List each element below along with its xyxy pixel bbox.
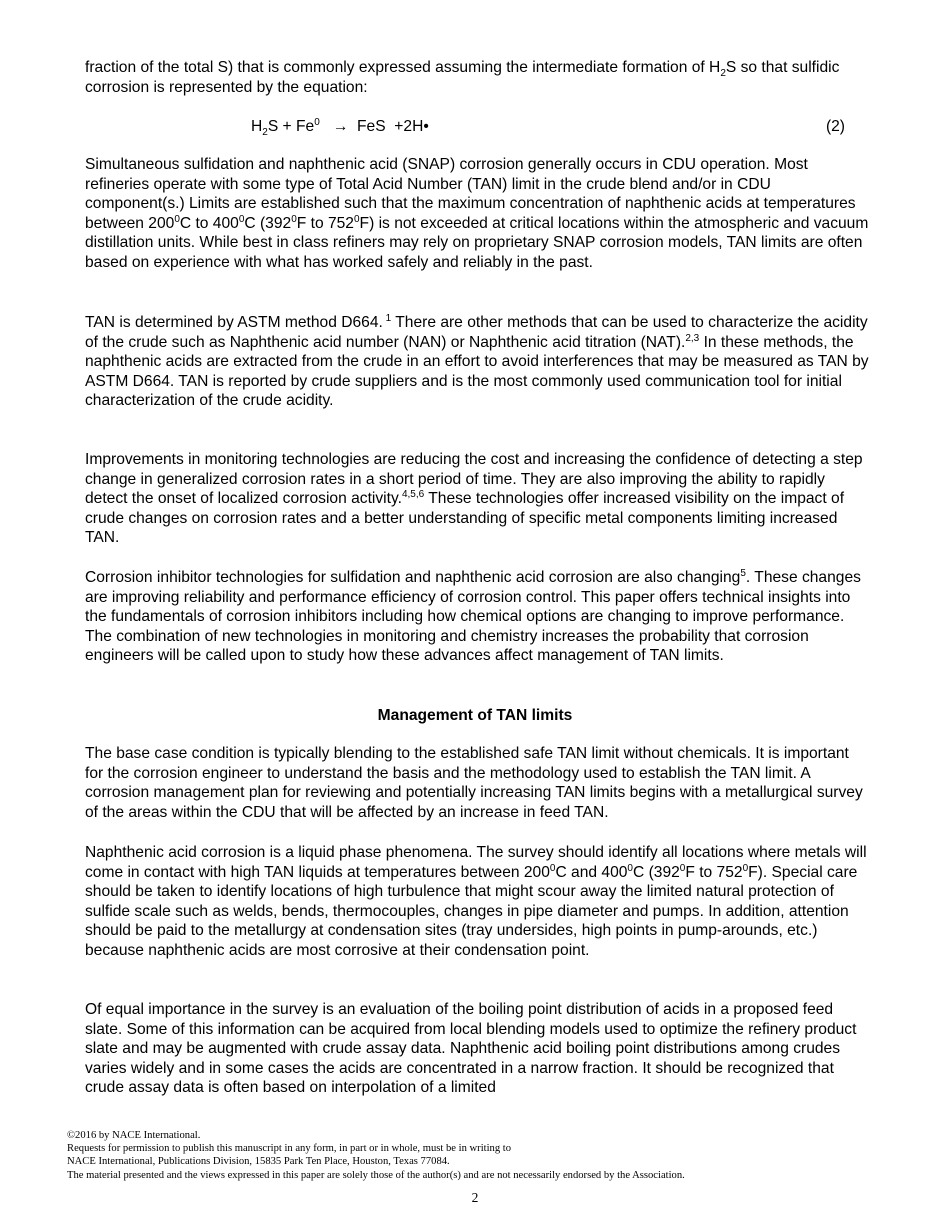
equation-number: (2) xyxy=(825,118,845,135)
citation-ref: 5 xyxy=(740,567,746,579)
section-heading: Management of TAN limits xyxy=(377,707,573,724)
paragraph-inhibitors: Corrosion inhibitor technologies for sulfidation and naphthenic acid corrosion are also changing$^5$. These changes are improving reliability and performance efficiency of corrosion control. This paper offers technical insights into the fundamentals of corrosion inhibitors including how chemical options are changing to improve performance. The combination of new technologies in monitoring and chemistry increases the probability that corrosion engineers will be called upon to study how these advances affect management of TAN limits. xyxy=(85,567,861,665)
paragraph-monitoring: Improvements in monitoring technologies are reducing the cost and increasing the confidence of detecting a step change in generalized corrosion rates in a short period of time. They are also improving the ability to rapidly detect the onset of localized corrosion activity.$^{4,5,6}$ These technologies offer increased visibility on the impact of crude changes on corrosion rates and a better understanding of specific metal components limiting increased TAN. xyxy=(85,451,863,547)
footer-line: The material presented and the views expressed in this paper are solely those of the author(s) and are not necessarily endorsed by the Association. xyxy=(67,1169,685,1181)
page-number: 2 xyxy=(471,1190,479,1205)
paragraph-base-case: The base case condition is typically blending to the established safe TAN limit without chemicals. It is important for the corrosion engineer to understand the basis and the methodology used to establish the TAN limit. A corrosion management plan for reviewing and potentially increasing TAN limits begins with a metallurgical survey of the areas within the CDU that will be affected by an increase in feed TAN. xyxy=(85,745,863,821)
footer-line: ©2016 by NACE International. xyxy=(67,1130,201,1141)
intro-paragraph xyxy=(85,58,870,97)
paragraph-boiling-point: Of equal importance in the survey is an evaluation of the boiling point distribution of acids in a proposed feed slate. Some of this information can be acquired from local blending models used to optimize the refinery product slate and may be augmented with crude assay data. Naphthenic acid boiling point distributions among crudes varies widely and in some cases the acids are concentrated in a narrow fraction. It should be recognized that crude assay data is often based on interpolation of a limited xyxy=(85,1001,857,1097)
subscript: 2 xyxy=(720,68,726,80)
citation-ref: 1 xyxy=(382,312,392,324)
equation-2 xyxy=(85,117,845,137)
footer-line: Requests for permission to publish this manuscript in any form, in part or in whole, must be in writing to xyxy=(67,1143,512,1155)
citation-ref: 2,3 xyxy=(685,332,700,344)
text-run: S so that sulfidic corrosion is represented by the equation: xyxy=(85,59,840,96)
citation-ref: 4,5,6 xyxy=(401,489,425,500)
paragraph-tan-determination: TAN is determined by ASTM method D664. $^1$ There are other methods that can be used to characterize the acidity of the crude such as Naphthenic acid number (NAN) or Naphthenic acid titration (NAT).$^{2,3}$ In these methods, the naphthenic acids are extracted from the crude in an effort to avoid interferences that may be measured as TAN by ASTM D664. TAN is reported by crude suppliers and is the most commonly used communication tool for initial characterization of the crude acidity. xyxy=(85,312,869,410)
copyright-footer xyxy=(67,1129,887,1182)
text-run: fraction of the total S) that is commonly expressed assuming the intermediate formation of H xyxy=(85,59,721,76)
paragraph-snap-corrosion: Simultaneous sulfidation and naphthenic acid (SNAP) corrosion generally occurs in CDU operation. Most refineries operate with some type of Total Acid Number (TAN) limit in the crude blend and/or in CDU component(s.) Limits are established such that the maximum concentration of naphthenic acids at temperatures between $200^0C$ to $400^0C$ ($392^0F$ to $752^0F$) is not exceeded at critical locations within the atmospheric and vacuum distillation units. While best in class refiners may rely on proprietary SNAP corrosion models, TAN limits are often based on experience with what has worked safely and reliably in the past. xyxy=(85,156,869,271)
paragraph-liquid-phase: Naphthenic acid corrosion is a liquid phase phenomena. The survey should identify all locations where metals will come in contact with high TAN liquids at temperatures between $200^0C$ and $400^0C$ ($392^0F$ to $752^0F$). Special care should be taken to identify locations of high turbulence that might scour away the limited natural protection of sulfide scale such as welds, bends, thermocouples, changes in pipe diameter and pumps. In addition, attention should be paid to the metallurgy at condensation sites (tray undersides, high points in pump-arounds, etc.) because naphthenic acids are most corrosive at their condensation point. xyxy=(85,844,867,959)
equation-expression: $H_2S + Fe^0$ → FeS +2H• xyxy=(251,116,429,139)
footer-line: NACE International, Publications Division, 15835 Park Ten Place, Houston, Texas 77084. xyxy=(67,1156,450,1168)
